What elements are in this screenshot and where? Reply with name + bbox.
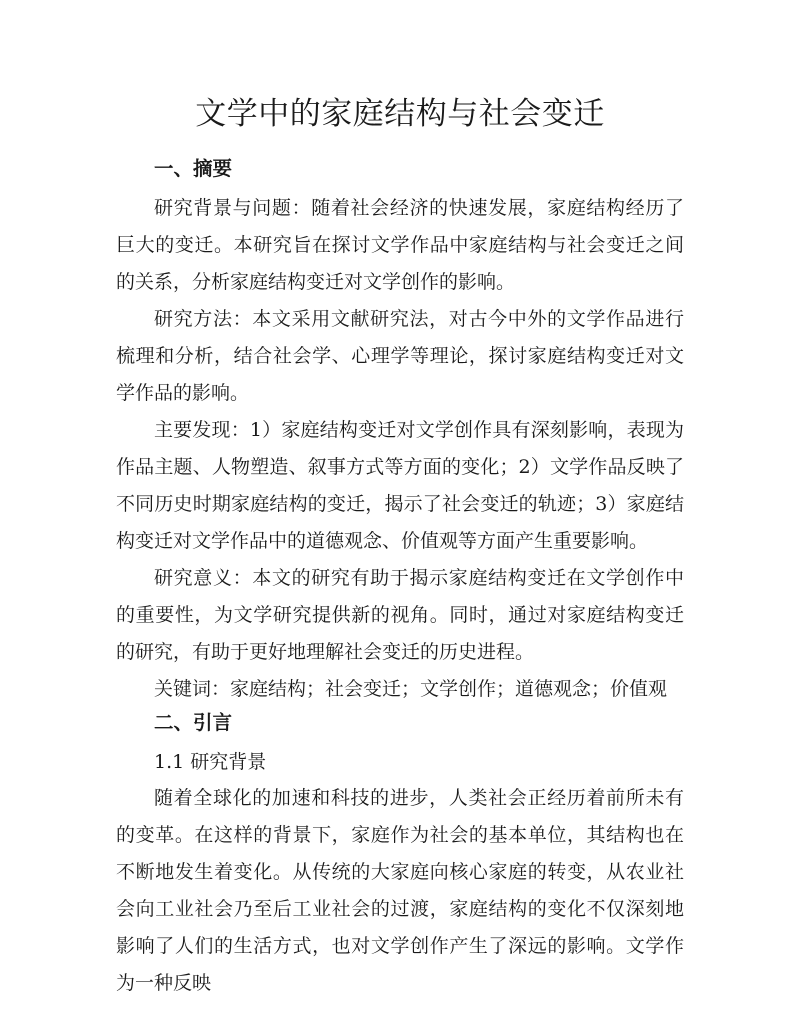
abstract-paragraph-findings: 主要发现：1）家庭结构变迁对文学创作具有深刻影响，表现为作品主题、人物塑造、叙事方式等方面的变化；2）文学作品反映了不同历史时期家庭结构的变迁，揭示了社会变迁的轨迹；3）家庭结构变迁对文学作品中的道德观念、价值观等方面产生重要影响。	[116, 419, 684, 552]
abstract-keywords: 关键词：家庭结构；社会变迁；文学创作；道德观念；价值观	[154, 678, 668, 700]
document-body	[116, 92, 684, 1002]
subsection-heading-background: 1.1 研究背景	[154, 751, 267, 773]
section-heading-introduction: 二、引言	[154, 711, 233, 734]
introduction-paragraph: 随着全球化的加速和科技的进步，人类社会正经历着前所未有的变革。在这样的背景下，家庭作为社会的基本单位，其结构也在不断地发生着变化。从传统的大家庭向核心家庭的转变，从农业社会向工业社会乃至后工业社会的过渡，家庭结构的变化不仅深刻地影响了人们的生活方式，也对文学创作产生了深远的影响。文学作为一种反映	[116, 787, 684, 994]
document-title: 文学中的家庭结构与社会变迁	[195, 96, 605, 132]
abstract-paragraph-method: 研究方法：本文采用文献研究法，对古今中外的文学作品进行梳理和分析，结合社会学、心理学等理论，探讨家庭结构变迁对文学作品的影响。	[116, 308, 684, 404]
abstract-paragraph-significance: 研究意义：本文的研究有助于揭示家庭结构变迁在文学创作中的重要性，为文学研究提供新的视角。同时，通过对家庭结构变迁的研究，有助于更好地理解社会变迁的历史进程。	[116, 567, 684, 663]
section-heading-abstract: 一、摘要	[154, 157, 233, 180]
abstract-paragraph-background: 研究背景与问题：随着社会经济的快速发展，家庭结构经历了巨大的变迁。本研究旨在探讨文学作品中家庭结构与社会变迁之间的关系，分析家庭结构变迁对文学创作的影响。	[116, 197, 684, 293]
